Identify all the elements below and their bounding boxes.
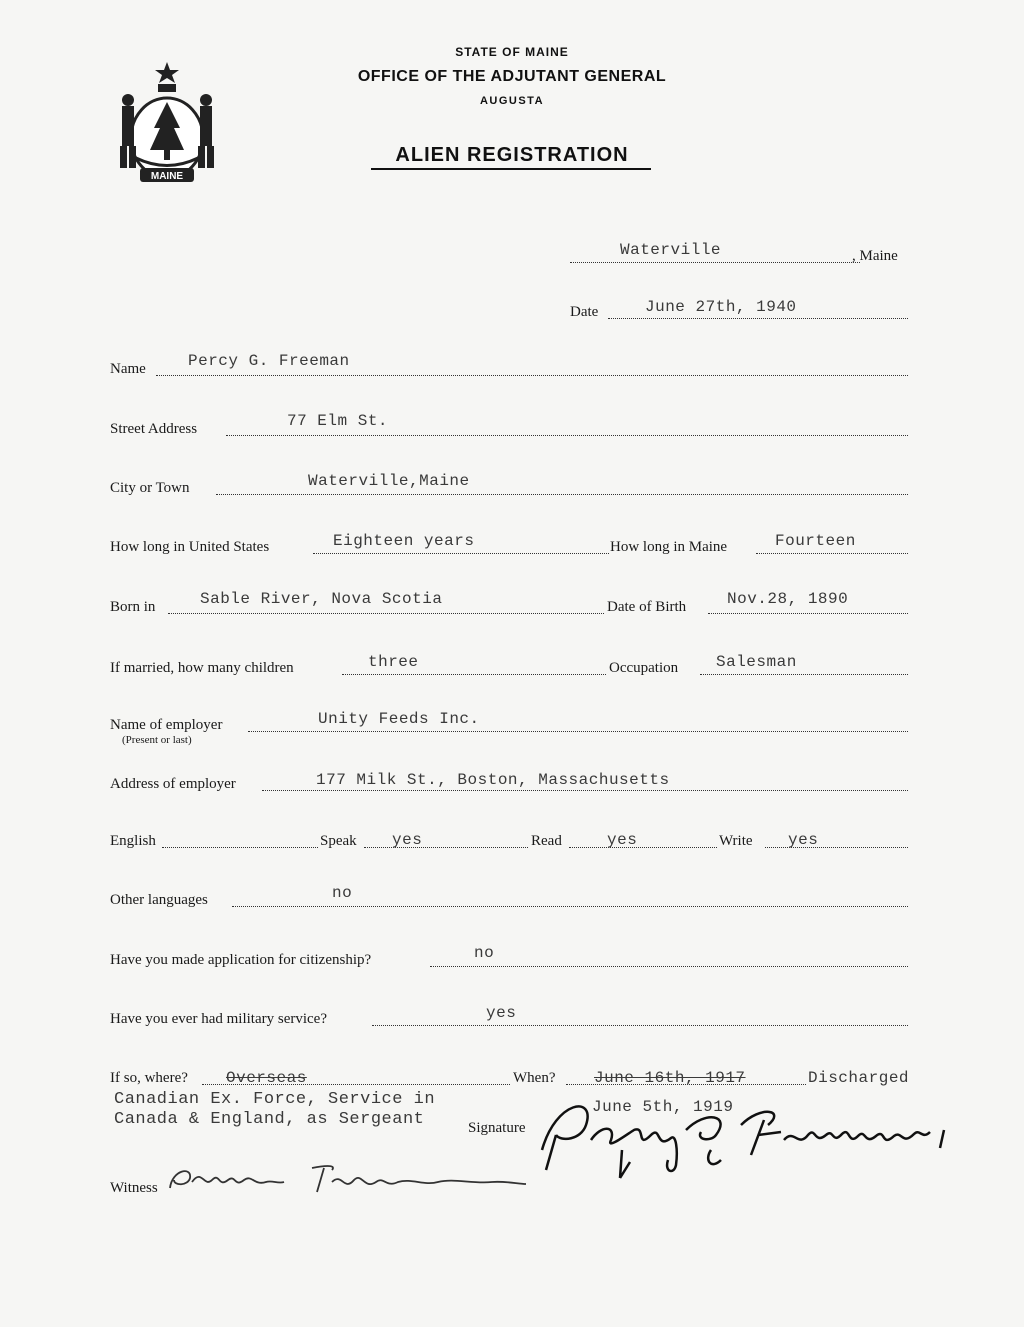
- date-line: [608, 318, 908, 319]
- service-note-line2: Canada & England, as Sergeant: [114, 1110, 425, 1129]
- occupation-line: [700, 674, 908, 675]
- when-value: June 16th, 1917: [594, 1069, 746, 1087]
- other-languages-line: [232, 906, 908, 907]
- children-label: If married, how many children: [110, 660, 294, 676]
- dob-value: Nov.28, 1890: [727, 590, 849, 608]
- dob-line: [708, 613, 908, 614]
- maine-years-line: [756, 553, 908, 554]
- employer-address-line: [262, 790, 908, 791]
- discharged-text: Discharged: [808, 1069, 910, 1087]
- place-line: [570, 262, 860, 263]
- write-label: Write: [719, 833, 753, 849]
- speak-line: [364, 847, 528, 848]
- military-label: Have you ever had military service?: [110, 1011, 327, 1027]
- speak-value: yes: [392, 831, 423, 849]
- city-heading: AUGUSTA: [479, 95, 545, 107]
- employer-address-label: Address of employer: [110, 776, 236, 792]
- employer-value: Unity Feeds Inc.: [318, 710, 480, 728]
- witness-signature: [162, 1158, 532, 1203]
- employer-label: Name of employer: [110, 717, 223, 733]
- where-value: Overseas: [226, 1069, 307, 1087]
- dob-label: Date of Birth: [607, 599, 687, 615]
- born-line: [168, 613, 604, 614]
- occupation-value: Salesman: [716, 653, 797, 671]
- signature-label: Signature: [468, 1120, 526, 1136]
- street-label: Street Address: [110, 421, 198, 437]
- service-note-line1: Canadian Ex. Force, Service in: [114, 1090, 436, 1109]
- occupation-label: Occupation: [609, 660, 679, 676]
- handwritten-signature: [536, 1090, 956, 1180]
- employer-line: [248, 731, 908, 732]
- born-value: Sable River, Nova Scotia: [200, 590, 443, 608]
- name-value: Percy G. Freeman: [188, 352, 350, 370]
- read-value: yes: [607, 831, 638, 849]
- date-label: Date: [570, 304, 599, 320]
- children-value: three: [368, 653, 419, 671]
- street-value: 77 Elm St.: [287, 412, 389, 430]
- citizenship-value: no: [474, 944, 495, 962]
- us-years-label: How long in United States: [110, 539, 270, 555]
- office-heading: OFFICE OF THE ADJUTANT GENERAL: [357, 68, 667, 85]
- street-line: [226, 435, 908, 436]
- place-state-label: , Maine: [852, 248, 898, 264]
- citizenship-line: [430, 966, 908, 967]
- city-value: Waterville,Maine: [308, 472, 470, 490]
- title-underline: [371, 168, 651, 170]
- date-value: June 27th, 1940: [645, 298, 797, 316]
- write-line: [765, 847, 908, 848]
- form-title: ALIEN REGISTRATION: [395, 144, 629, 166]
- english-label: English: [110, 833, 156, 849]
- military-line: [372, 1025, 908, 1026]
- read-label: Read: [531, 833, 562, 849]
- us-years-line: [313, 553, 609, 554]
- other-languages-value: no: [332, 884, 353, 902]
- speak-label: Speak: [320, 833, 357, 849]
- english-line: [162, 847, 318, 848]
- citizenship-label: Have you made application for citizenship?: [110, 952, 372, 968]
- write-value: yes: [788, 831, 819, 849]
- where-label: If so, where?: [110, 1070, 188, 1086]
- maine-years-value: Fourteen: [775, 532, 856, 550]
- place-town-value: Waterville: [620, 241, 722, 259]
- other-languages-label: Other languages: [110, 892, 208, 908]
- military-value: yes: [486, 1004, 517, 1022]
- when-label: When?: [513, 1070, 556, 1086]
- seal-banner-text: MAINE: [150, 171, 184, 182]
- employer-sublabel: (Present or last): [122, 734, 192, 746]
- born-label: Born in: [110, 599, 156, 615]
- name-line: [156, 375, 908, 376]
- read-line: [569, 847, 717, 848]
- city-label: City or Town: [110, 480, 190, 496]
- name-label: Name: [110, 361, 146, 377]
- state-heading: STATE OF MAINE: [455, 45, 569, 59]
- city-line: [216, 494, 908, 495]
- us-years-value: Eighteen years: [333, 532, 475, 550]
- employer-address-value: 177 Milk St., Boston, Massachusetts: [316, 771, 670, 789]
- maine-years-label: How long in Maine: [610, 539, 728, 555]
- discharge-date: June 5th, 1919: [592, 1098, 734, 1116]
- witness-label: Witness: [110, 1180, 158, 1196]
- children-line: [342, 674, 606, 675]
